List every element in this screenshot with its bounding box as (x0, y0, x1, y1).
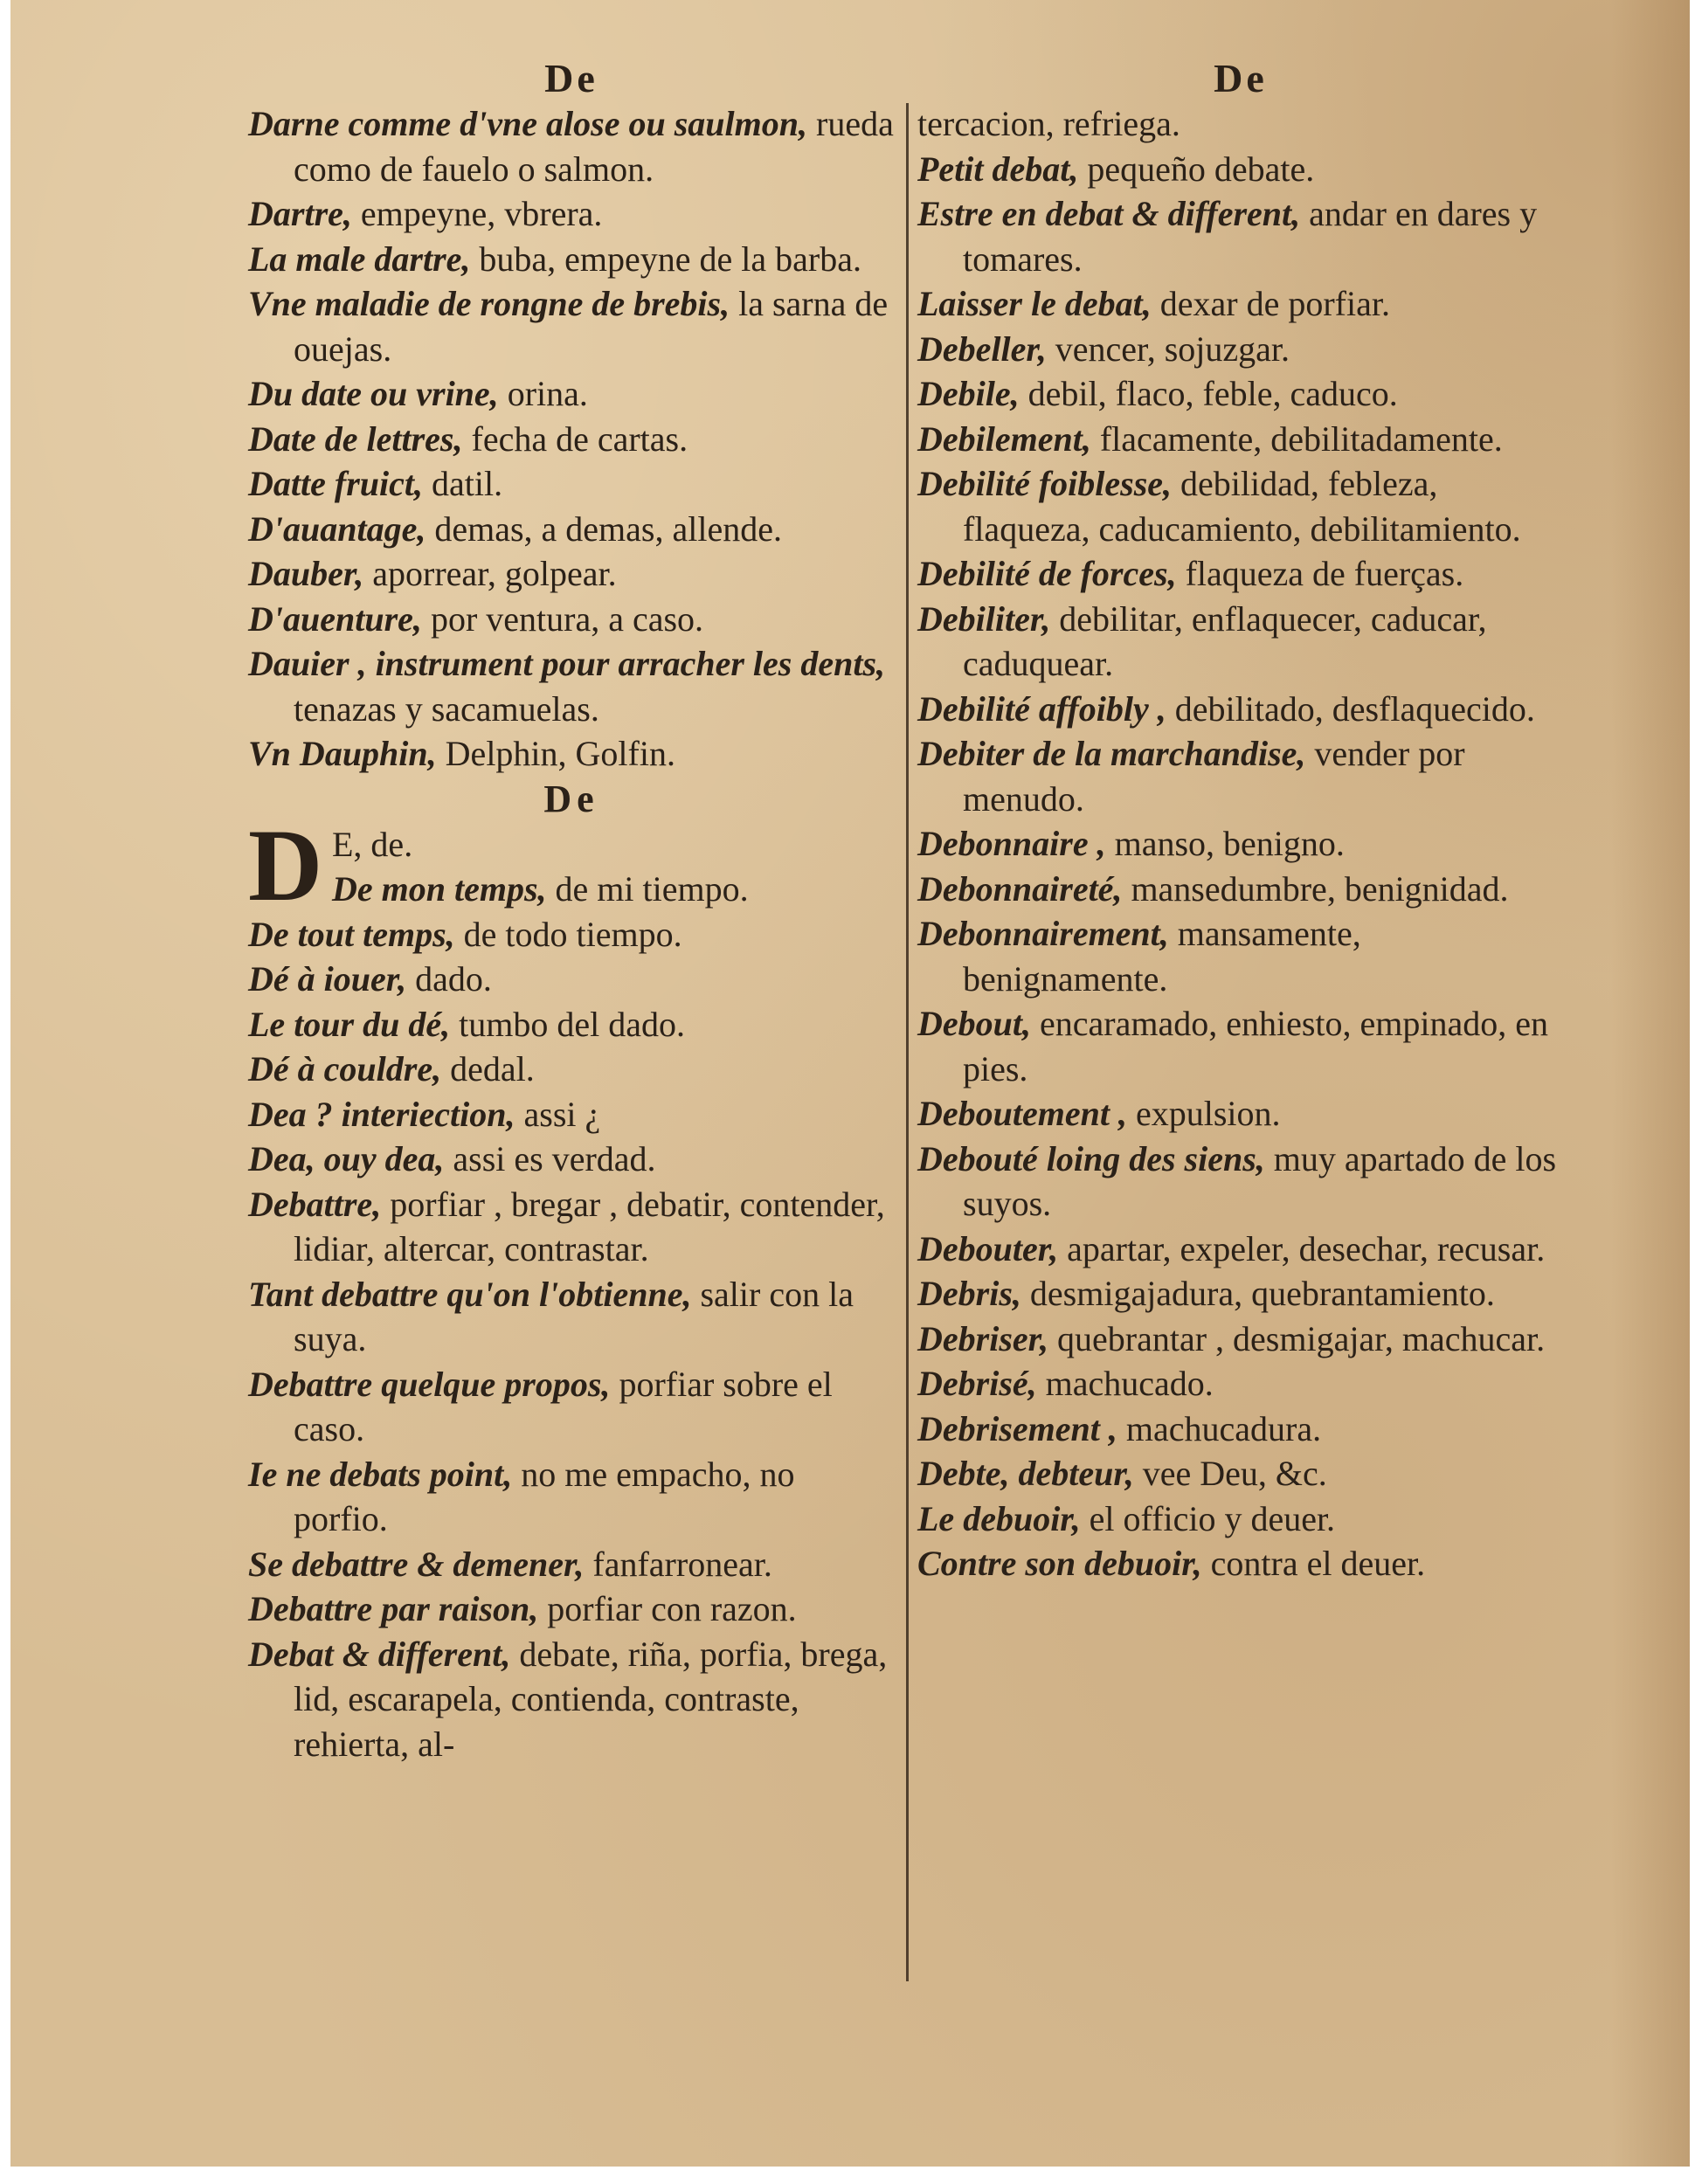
headword: Dauier , instrument pour arracher les dents, (248, 644, 886, 683)
dictionary-entry (248, 1586, 895, 1632)
drop-cap: D (248, 807, 323, 923)
headword: Dé à iouer, (248, 959, 407, 999)
left-entries-b (248, 912, 895, 1767)
translation: demas, a demas, allende. (425, 508, 782, 549)
dictionary-entry (917, 417, 1564, 462)
headword: D'auantage, (248, 508, 426, 549)
section-header: De (543, 777, 599, 820)
headword: Le tour du dé, (248, 1004, 451, 1044)
dictionary-entry (917, 1001, 1564, 1091)
translation: flaqueza de fuerças. (1176, 554, 1464, 593)
translation: contra el deuer. (1201, 1544, 1426, 1583)
dictionary-entry (917, 1137, 1564, 1227)
dictionary-entry (248, 731, 895, 777)
headword: Debte, debteur, (917, 1454, 1134, 1493)
dictionary-entry (248, 1002, 895, 1047)
translation: machucadura. (1117, 1408, 1322, 1448)
headword: Debonnaire , (917, 824, 1106, 863)
dictionary-entry (917, 687, 1564, 732)
dictionary-entry (248, 641, 895, 731)
headword: D'auenture, (248, 598, 422, 639)
page-shadow (1611, 0, 1690, 2167)
translation: pequeño debate. (1078, 149, 1315, 189)
headword: Dé à couldre, (248, 1049, 442, 1089)
translation: tenazas y sacamuelas. (294, 688, 599, 729)
dictionary-entry (917, 731, 1564, 821)
translation: desmigajadura, quebrantamiento. (1020, 1274, 1495, 1313)
translation: machucado. (1036, 1364, 1214, 1403)
translation: tumbo del dado. (450, 1004, 685, 1044)
dictionary-entry (917, 1227, 1564, 1272)
translation: debil, flaco, feble, caduco. (1019, 374, 1398, 413)
dictionary-entry (917, 371, 1564, 417)
dictionary-entry (917, 1451, 1564, 1496)
dictionary-entry (917, 1496, 1564, 1542)
headword: De mon temps, (332, 869, 547, 909)
headword: Debilement, (917, 418, 1091, 459)
dictionary-entry (248, 417, 895, 462)
headword: De tout temps, (248, 914, 455, 954)
headword: Ie ne debats point, (248, 1454, 513, 1494)
dictionary-entry (917, 1406, 1564, 1452)
headword: Debilité affoibly , (917, 688, 1166, 729)
headword: Debattre quelque propos, (248, 1364, 611, 1404)
dropcap-block (248, 807, 895, 923)
translation: debilidad, febleza, flaqueza, caducamiento, debilitamiento. (963, 464, 1521, 549)
dictionary-entry (917, 1091, 1564, 1137)
dictionary-entry (917, 867, 1564, 912)
headword: Dea, ouy dea, (248, 1139, 445, 1178)
translation: assi es verdad. (444, 1139, 656, 1178)
headword: Se debattre & demener, (248, 1544, 585, 1584)
headword: Du date ou vrine, (248, 374, 499, 413)
right-column (917, 56, 1564, 1586)
dictionary-entry (248, 1137, 895, 1182)
headword: Vne maladie de rongne de brebis, (248, 284, 730, 323)
headword: Debattre par raison, (248, 1589, 539, 1628)
translation: quebrantar , desmigajar, machucar. (1048, 1318, 1546, 1358)
headword: Vn Dauphin, (248, 734, 437, 773)
translation: tercacion, refriega. (917, 104, 1180, 143)
translation: debilitado, desflaquecido. (1166, 688, 1535, 729)
translation: la sarna de ouejas. (294, 284, 889, 369)
translation: debate, riña, porfia, brega, lid, escarapela, contienda, contraste, rehierta, al- (294, 1634, 888, 1764)
translation: el officio y deuer. (1080, 1498, 1336, 1538)
dictionary-entry (917, 551, 1564, 597)
translation: dexar de porfiar. (1151, 284, 1390, 323)
headword: Debilité foiblesse, (917, 464, 1173, 503)
dictionary-entry (248, 1362, 895, 1452)
headword: Dartre, (248, 194, 352, 233)
dictionary-entry (248, 1452, 895, 1542)
translation: mansamente, benignamente. (963, 914, 1361, 999)
dictionary-entry (917, 147, 1564, 192)
translation: dedal. (441, 1049, 535, 1089)
translation: assi ¿ (515, 1094, 601, 1134)
dictionary-entry (248, 551, 895, 597)
right-entries (917, 101, 1564, 1586)
translation: rueda como de fauelo o salmon. (294, 104, 894, 189)
headword: Darne comme d'vne alose ou saulmon, (248, 104, 808, 143)
translation: empeyne, vbrera. (351, 194, 603, 233)
dictionary-entry (248, 1047, 895, 1092)
dictionary-entry (248, 237, 895, 282)
dictionary-entry (248, 101, 895, 191)
dictionary-entry (917, 281, 1564, 327)
translation: encaramado, enhiesto, empinado, en pies. (963, 1004, 1548, 1089)
headword: Debrisement , (917, 1408, 1117, 1448)
translation: dado. (406, 959, 492, 999)
translation: vencer, sojuzgar. (1046, 328, 1290, 369)
translation: expulsion. (1126, 1094, 1281, 1133)
dictionary-entry (917, 1541, 1564, 1586)
dictionary-entry (332, 867, 895, 912)
dictionary-page (10, 0, 1690, 2167)
dictionary-entry (917, 191, 1564, 281)
dictionary-entry (248, 957, 895, 1002)
dictionary-entry (917, 101, 1564, 147)
headword: Debonnaireté, (917, 868, 1123, 909)
translation: fecha de cartas. (462, 418, 688, 459)
headword: Datte fruict, (248, 464, 423, 503)
headword: Le debuoir, (917, 1498, 1081, 1538)
headword: Debeller, (917, 328, 1047, 369)
headword: Debris, (917, 1274, 1021, 1313)
dictionary-entry (917, 461, 1564, 551)
headword: Estre en debat & different, (917, 194, 1301, 233)
translation: de mi tiempo. (546, 869, 749, 909)
headword: Debriser, (917, 1318, 1048, 1358)
headword: Laisser le debat, (917, 284, 1152, 323)
translation: de todo tiempo. (454, 914, 682, 954)
headword: Debouter, (917, 1228, 1059, 1268)
column-divider (906, 103, 909, 1981)
dictionary-entry (917, 1317, 1564, 1362)
headword: Debat & different, (248, 1634, 511, 1674)
headword: Date de lettres, (248, 418, 463, 459)
headword: Dauber, (248, 554, 364, 593)
translation: andar en dares y tomares. (963, 194, 1538, 279)
headword: La male dartre, (248, 238, 471, 279)
dictionary-entry (248, 1092, 895, 1137)
translation: fanfarronear. (584, 1544, 772, 1584)
translation: salir con la suya. (294, 1274, 854, 1358)
headword: Debattre, (248, 1184, 382, 1224)
left-entries-a (248, 101, 895, 777)
dictionary-entry (248, 1632, 895, 1767)
dictionary-entry (248, 597, 895, 642)
dictionary-entry (248, 1542, 895, 1587)
translation: debilitar, enflaquecer, caducar, caduquear. (963, 598, 1487, 683)
running-header-left: De (544, 56, 598, 100)
headword: Debrisé, (917, 1364, 1037, 1403)
translation: mansedumbre, benignidad. (1122, 868, 1509, 909)
dictionary-entry (917, 1271, 1564, 1317)
dictionary-entry (248, 461, 895, 507)
translation: porfiar con razon. (538, 1589, 797, 1628)
headword: Debiliter, (917, 598, 1051, 639)
dictionary-entry (917, 327, 1564, 372)
dictionary-entry (917, 911, 1564, 1001)
headword: Debile, (917, 374, 1020, 413)
translation: vee Deu, &c. (1133, 1454, 1327, 1493)
translation: porfiar , bregar , debatir, contender, lidiar, altercar, contrastar. (294, 1184, 885, 1268)
headword: Contre son debuoir, (917, 1544, 1202, 1583)
translation: E, de. (332, 824, 413, 864)
dictionary-entry (332, 822, 895, 867)
headword: Debonnairement, (917, 914, 1169, 953)
translation: muy apartado de los suyos. (963, 1138, 1557, 1223)
translation: buba, empeyne de la barba. (470, 238, 861, 279)
headword: Dea ? interiection, (248, 1094, 515, 1134)
translation: manso, benigno. (1105, 824, 1345, 863)
headword: Tant debattre qu'on l'obtienne, (248, 1274, 692, 1314)
translation: orina. (498, 374, 588, 413)
dictionary-entry (917, 1361, 1564, 1406)
headword: Petit debat, (917, 149, 1079, 189)
translation: apartar, expeler, desechar, recusar. (1058, 1228, 1546, 1268)
dictionary-entry (248, 507, 895, 552)
translation: porfiar sobre el caso. (294, 1364, 833, 1448)
headword: Debilité de forces, (917, 554, 1177, 593)
dictionary-entry (248, 191, 895, 237)
dictionary-entry (248, 281, 895, 371)
dictionary-entry (248, 371, 895, 417)
left-column (248, 56, 895, 1766)
headword: Debiter de la marchandise, (917, 734, 1306, 773)
running-header-right: De (1214, 56, 1268, 100)
translation: vender por menudo. (963, 734, 1465, 819)
headword: Deboutement , (917, 1094, 1127, 1133)
dictionary-entry (917, 597, 1564, 687)
translation: por ventura, a caso. (421, 598, 704, 639)
dictionary-entry (248, 1182, 895, 1272)
headword: Debouté loing des siens, (917, 1138, 1265, 1178)
translation: aporrear, golpear. (363, 554, 617, 593)
dictionary-entry (248, 1272, 895, 1362)
dictionary-entry (248, 912, 895, 957)
dictionary-entry (917, 821, 1564, 867)
translation: Delphin, Golfin. (436, 734, 675, 773)
translation: datil. (422, 464, 503, 503)
translation: flacamente, debilitadamente. (1090, 418, 1503, 459)
dropcap-entries (332, 822, 895, 912)
translation: no me empacho, no porfio. (294, 1454, 795, 1538)
headword: Debout, (917, 1004, 1031, 1043)
